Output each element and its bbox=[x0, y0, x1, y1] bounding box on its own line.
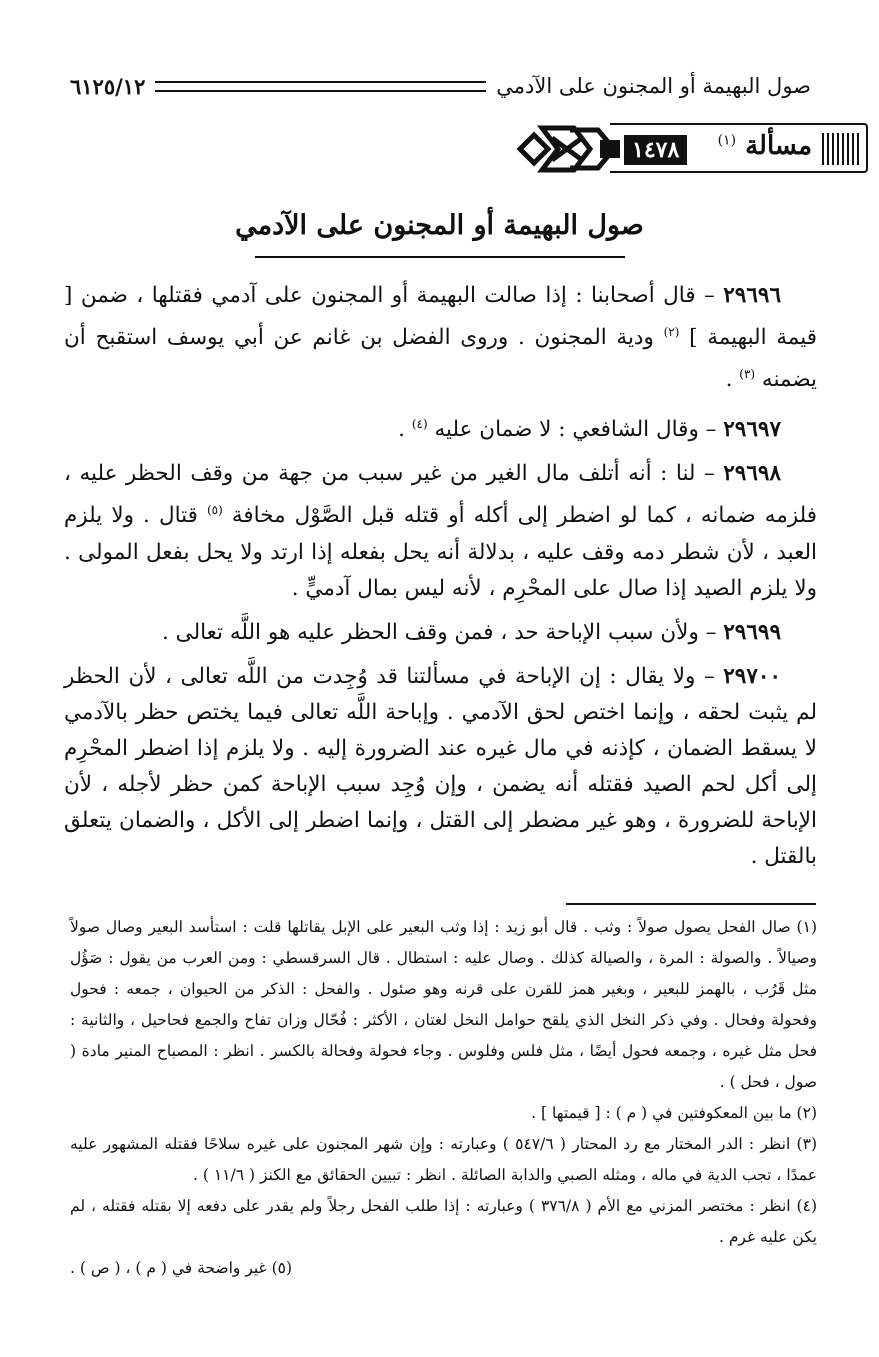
footnote-3: (٣) انظر : الدر المختار مع رد المحتار ( ٥٤٧/٦ ) وعبارته : وإن شهر المجنون على غيره سلاحًا فقتله المشهور عليه عمدًا ، تجب الدية في ماله ، ومثله الصبي والدابة الصائلة . انظر : تبيين الحقائق مع الكنز ( ١١/٦ ) . bbox=[70, 1135, 817, 1184]
paragraph-text: – لنا : أنه أتلف مال الغير من غير سبب من جهة من وقف الحظر عليه ، فلزمه ضمانه ، كما لو اضطر إلى أكله أو قتله قبل الصَّوْل مخافة bbox=[64, 461, 818, 529]
paragraph bbox=[64, 406, 817, 448]
chapter-title-underline bbox=[255, 256, 625, 258]
paragraph-number: ٢٩٧٠٠ bbox=[723, 663, 781, 689]
paragraph bbox=[64, 278, 817, 398]
footnote-row bbox=[70, 1191, 817, 1253]
footnote-ref: (٢) bbox=[663, 325, 680, 339]
footnote-ref: (٤) bbox=[411, 417, 428, 432]
footnote-2: (٢) ما بين المعكوفتين في ( م ) : [ قيمتها ] . bbox=[531, 1104, 817, 1122]
footnote-4: (٤) انظر : مختصر المزني مع الأم ( ٣٧٦/٨ ) وعبارته : إذا طلب الفحل رجلاً ولم يقدر على دفعه إلا بقتله فقتله ، لم يكن عليه غرم . bbox=[70, 1197, 817, 1246]
running-title: صول البهيمة أو المجنون على الآدمي bbox=[496, 74, 811, 98]
masala-label bbox=[718, 131, 812, 161]
paragraph-text: . bbox=[398, 417, 412, 443]
page-reference: ٦١٢٥/١٢ bbox=[70, 73, 146, 99]
paragraph-text: – قال أصحابنا : إذا صالت البهيمة أو المجنون على آدمي فقتلها ، ضمن [ قيمة البهيمة ] bbox=[64, 283, 818, 351]
footnotes bbox=[70, 912, 817, 1284]
footnote-ref: (٣) bbox=[739, 367, 756, 382]
chapter-title: صول البهيمة أو المجنون على الآدمي bbox=[235, 210, 644, 241]
masala-banner bbox=[610, 123, 868, 173]
knot-ornament-icon bbox=[512, 120, 622, 178]
footnote-5: (٥) غير واضحة في ( م ) ، ( ص ) . bbox=[70, 1259, 293, 1277]
paragraph-text: – وقال الشافعي : لا ضمان عليه bbox=[427, 417, 724, 443]
paragraph bbox=[64, 456, 817, 606]
paragraph-number: ٢٩٦٩٧ bbox=[723, 417, 781, 443]
masala-number: ١٤٧٨ bbox=[624, 135, 687, 165]
page-header bbox=[70, 64, 811, 108]
paragraph bbox=[64, 615, 817, 651]
paragraph-text: – ولأن سبب الإباحة حد ، فمن وقف الحظر عليه هو اللَّه تعالى . bbox=[161, 619, 724, 645]
footnote-separator bbox=[566, 903, 816, 905]
main-text bbox=[64, 278, 817, 883]
masala-note-ref: (١) bbox=[717, 132, 737, 149]
paragraph-number: ٢٩٦٩٩ bbox=[723, 619, 781, 645]
vertical-bars-ornament bbox=[822, 133, 860, 165]
masala-word: مسألة bbox=[745, 131, 812, 161]
paragraph-text: . bbox=[725, 367, 740, 393]
paragraph-text: – ولا يقال : إن الإباحة في مسألتنا قد وُجِدت من اللَّه تعالى ، لأن الحظر لم يثبت لحقه ، وإنما اختص لحق الآدمي . وإباحة اللَّه تعالى فيما يختص حظر بالآدمي لا يسقط الضمان ، كإذنه في مال غيره عند الضرورة إليه . ولا يلزم إذا اضطر المحْرِم إلى أكل لحم الصيد فقتله أنه يضمن ، وإن وُجِد سبب الإباحة كمن حظر لأجله ، لأن الإباحة للضرورة ، وهو غير مضطر إلى القتل ، وإنما اضطر إلى الأكل ، والضمان يتعلق بالقتل . bbox=[64, 663, 817, 869]
footnote-ref: (٥) bbox=[206, 503, 223, 518]
paragraph-text: ودية المجنون . وروى الفضل بن غانم عن أبي يوسف استقبح أن يضمنه bbox=[64, 325, 817, 393]
paragraph-number: ٢٩٦٩٦ bbox=[723, 283, 781, 308]
paragraph-text: قتال . ولا يلزم العبد ، لأن شطر دمه وقف عليه ، بدلالة أنه يحل بفعله إذا ارتد ولا يحل بفعل المولى . ولا يلزم الصيد إذا صال على المحْرِم ، لأنه ليس بمال آدميٍّ . bbox=[64, 503, 817, 601]
header-double-rule bbox=[155, 81, 486, 92]
paragraph-number: ٢٩٦٩٨ bbox=[723, 461, 781, 487]
paragraph bbox=[64, 659, 817, 875]
footnote-1: (١) صال الفحل يصول صولاً : وثب . قال أبو زيد : إذا وثب البعير على الإبل يقاتلها قلت : استأسد البعير وصال صولاً وصيالاً . والصولة : المرة ، والصيالة كذلك . وصال عليه : استطال . قال السرقسطي : ومن العرب من يقول : صَؤُل مثل قَرُب ، بالهمز للبعير ، وبغير همز للقرن على قرنه وهو صئول . والفحل : الذكر من الحيوان ، جمعه : فحول وفحولة وفحال . وفي ذكر النخل الذي يلقح حوامل النخل لغتان ، الأكثر : فُحّال وزان تفاح والجمع فحاحيل ، والثانية : فحل مثل غيره ، وجمعه فحول أيضًا ، مثل فلس وفلوس . وجاء فحولة وفحالة بالكسر . انظر : المصباح المنير مادة ( صول ، فحل ) . bbox=[70, 918, 818, 1091]
